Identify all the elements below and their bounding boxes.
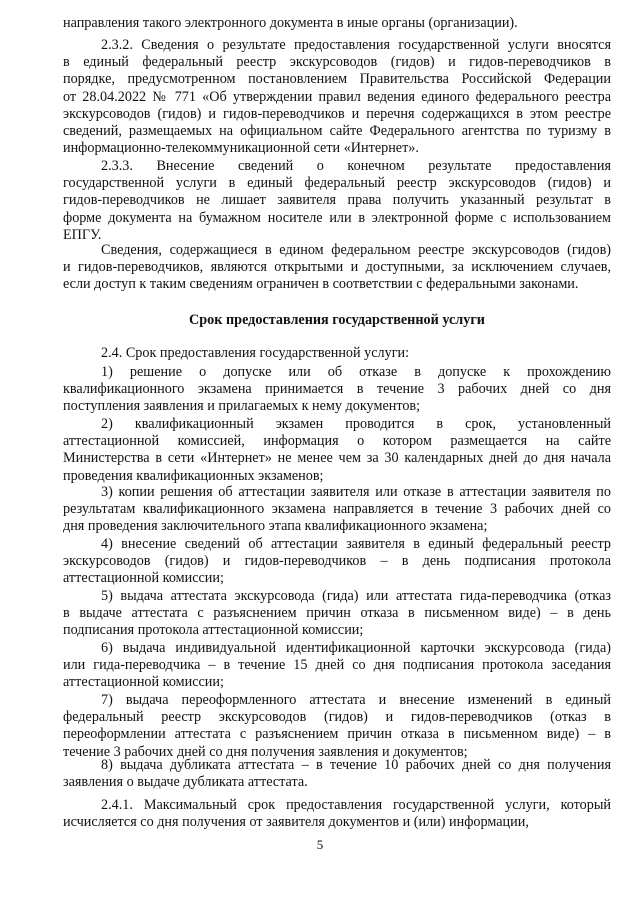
text-line: квалификационного экзамена принимается в течение 3 рабочих дней со дня xyxy=(63,381,611,398)
text-line: течение 3 рабочих дней со дня получения заявления и документов; xyxy=(63,743,468,760)
paragraph xyxy=(63,416,611,485)
paragraph xyxy=(63,536,611,588)
text-line: форме документа на бумажном носителе или в электронной форме с использованием xyxy=(63,209,611,226)
text-line: 3) копии решения об аттестации заявителя или отказе в аттестации заявителя по xyxy=(101,484,611,500)
text-line: 2.4.1. Максимальный срок предоставления государственной услуги, который xyxy=(101,797,611,813)
paragraph xyxy=(63,692,611,761)
text-line: 2.3.3. Внесение сведений о конечном результате предоставления xyxy=(101,158,611,174)
text-line: аттестационной комиссией, информация о котором размещается на сайте xyxy=(63,433,611,450)
text-line: сведений, размещаемых на официальном сайте Федерального агентства по туризму в xyxy=(63,123,611,140)
text-line: или гида-переводчика – в течение 15 дней со дня подписания протокола заседания xyxy=(63,657,611,674)
text-line: исчисляется со дня получения от заявителя документов и (или) информации, xyxy=(63,814,529,831)
text-line: Министерства в сети «Интернет» не менее чем за 30 календарных дней до дня начала xyxy=(63,450,611,467)
text-line: 2) квалификационный экзамен проводится в срок, установленный xyxy=(101,416,611,432)
text-line: в единый федеральный реестр экскурсоводов (гидов) и гидов-переводчиков в xyxy=(63,54,611,71)
text-line: 1) решение о допуске или об отказе в допуске к прохождению xyxy=(101,364,611,380)
page-number: 5 xyxy=(316,837,324,852)
text-line: 4) внесение сведений об аттестации заявителя в единый федеральный реестр xyxy=(101,536,611,552)
text-line: результатам квалификационного экзамена направляется в течение 3 рабочих дней со xyxy=(63,501,611,518)
text-line: направления такого электронного документа в иные органы (организации). xyxy=(63,15,518,31)
text-line: 6) выдача индивидуальной идентификационной карточки экскурсовода (гида) xyxy=(101,640,611,656)
paragraph xyxy=(63,37,611,157)
text-line: в выдаче аттестата с разъяснением причин отказа в письменном виде) – в день xyxy=(63,605,611,622)
paragraph xyxy=(63,242,611,294)
text-line: 2.4. Срок предоставления государственной услуги: xyxy=(101,345,410,361)
text-line: заявления о выдаче дубликата аттестата. xyxy=(63,774,308,791)
text-line: аттестационной комиссии; xyxy=(63,570,224,587)
text-line: 7) выдача переоформленного аттестата и внесение изменений в единый xyxy=(101,692,611,708)
text-line: федеральный реестр экскурсоводов (гидов) и гидов-переводчиков (отказ в xyxy=(63,709,611,726)
paragraph xyxy=(63,640,611,692)
text-line: ЕПГУ. xyxy=(63,226,102,243)
text-line: информационно-телекоммуникационной сети «Интернет». xyxy=(63,140,419,157)
text-line: и гидов-переводчиков, являются открытыми и доступными, за исключением случаев, xyxy=(63,259,611,276)
text-line: аттестационной комиссии; xyxy=(63,674,224,691)
text-line: государственной услуги в единый федеральный реестр экскурсоводов (гидов) и xyxy=(63,175,611,192)
text-line: дня проведения заключительного этапа квалификационного экзамена; xyxy=(63,518,488,535)
section-heading: Срок предоставления государственной услуги xyxy=(189,312,485,328)
paragraph xyxy=(63,757,611,791)
paragraph xyxy=(63,588,611,640)
paragraph xyxy=(63,345,611,362)
paragraph xyxy=(63,797,611,831)
text-line: порядке, предусмотренном постановлением Правительства Российской Федерации xyxy=(63,71,611,88)
text-line: экскурсоводов (гидов) и гидов-переводчиков – в день подписания протокола xyxy=(63,553,611,570)
text-line: 2.3.2. Сведения о результате предоставления государственной услуги вносятся xyxy=(101,37,611,53)
text-line: экскурсоводов (гидов) и гидов-переводчиков и перечня содержащихся в этом реестре xyxy=(63,105,611,122)
text-line: поступления заявления и прилагаемых к нему документов; xyxy=(63,398,421,415)
text-line: проведения квалификационных экзаменов; xyxy=(63,467,324,484)
paragraph xyxy=(63,484,611,536)
text-line: гидов-переводчиков не лишает заявителя права получить указанный результат в xyxy=(63,192,611,209)
paragraph xyxy=(63,158,611,244)
text-line: переоформлении аттестата с разъяснением причин отказа в письменном виде) – в xyxy=(63,726,611,743)
paragraph xyxy=(63,364,611,416)
text-line: если доступ к таким сведениям ограничен в соответствии с федеральными законами. xyxy=(63,276,579,293)
paragraph xyxy=(63,15,611,32)
text-line: 5) выдача аттестата экскурсовода (гида) или аттестата гида-переводчика (отказ xyxy=(101,588,611,604)
text-line: подписания протокола аттестационной комиссии; xyxy=(63,622,364,639)
text-line: 8) выдача дубликата аттестата – в течение 10 рабочих дней со дня получения xyxy=(101,757,611,773)
text-line: Сведения, содержащиеся в едином федеральном реестре экскурсоводов (гидов) xyxy=(101,242,611,258)
text-line: от 28.04.2022 № 771 «Об утверждении правил ведения единого федерального реестра xyxy=(63,88,611,105)
